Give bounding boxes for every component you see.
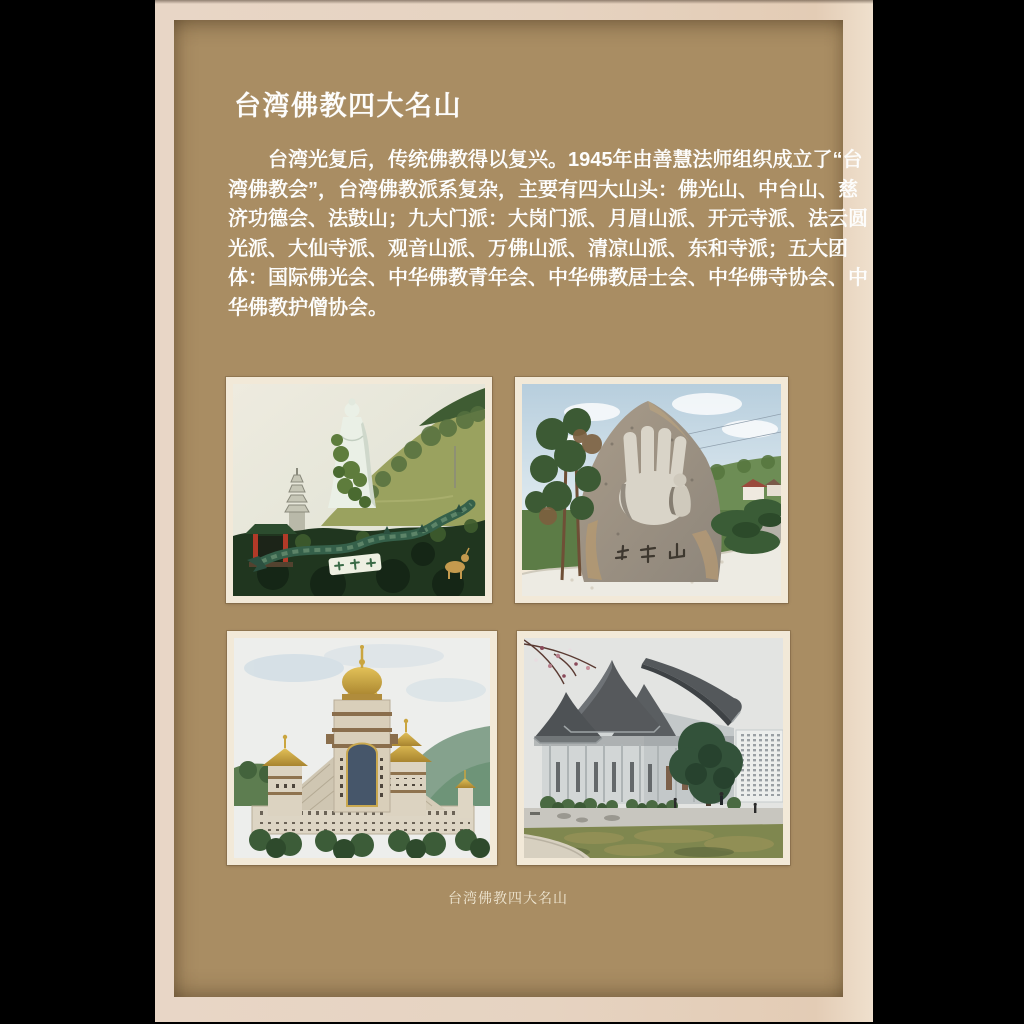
guanyin-statue-dragon-garden-photo [233,384,485,596]
photo-frame-guanyin [226,377,492,603]
jing-si-hall-photo [524,638,783,858]
photo-frame-monastery [227,631,497,865]
paragraph-line: 体：国际佛光会、中华佛教青年会、中华佛教居士会、中华佛寺协会、中 [228,267,868,289]
photo-caption: 台湾佛教四大名山 [448,890,568,906]
paragraph-line: 济功德会、法鼓山；九大门派：大岗门派、月眉山派、开元寺派、法云圆 [228,208,868,230]
paragraph-line: 华佛教护僧协会。 [228,296,388,319]
dharma-drum-mountain-stone-photo [522,384,781,596]
photo-frame-stone [515,377,788,603]
photo-frame-hall [517,631,790,865]
scan-mat [155,0,873,1022]
chung-tai-chan-monastery-photo [234,638,490,858]
paragraph-line: 台湾光复后，传统佛教得以复兴。1945年由善慧法师组织成立了“台 [268,149,863,171]
page-title: 台湾佛教四大名山 [234,91,462,121]
body-paragraph [228,146,868,323]
paragraph-line: 湾佛教会”，台湾佛教派系复杂，主要有四大山头：佛光山、中台山、慈 [228,178,858,201]
page-sheet [174,20,868,997]
paragraph-line: 光派、大仙寺派、观音山派、万佛山派、清凉山派、东和寺派；五大团 [228,237,848,260]
